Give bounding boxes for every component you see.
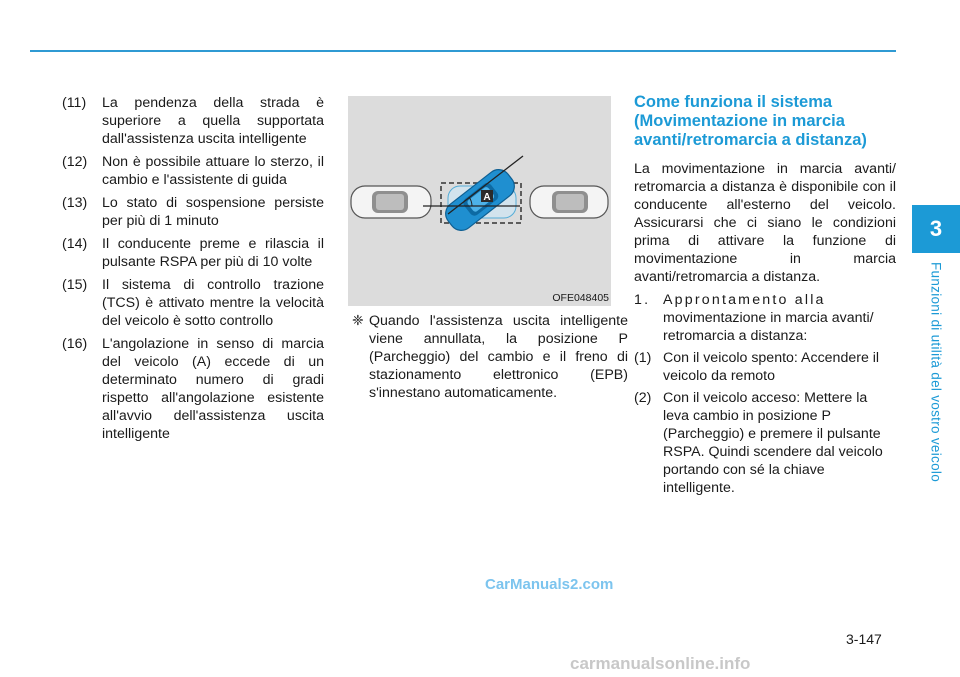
list-item: (12) Non è possibile attuare lo sterzo, il cambio e l'assistente di guida [62, 154, 324, 188]
left-car-icon [351, 186, 431, 218]
header-rule [30, 50, 896, 52]
list-item: (16) L'angolazione in senso di marcia del veicolo (A) eccede di un determinato numero di gradi rispetto all'angolazione esistente all'avvio dell'assistenza uscita intelligente [62, 336, 324, 442]
condition-list [62, 94, 324, 448]
substep-item: (2) Con il veicolo acceso: Mettere la leva cambio in posizione P (Parcheggio) e premere il pulsante RSPA. Quindi scendere dal veicolo portando con sé la chiave intelligente. [634, 390, 883, 496]
section-heading: Come funziona il sistema (Movimentazione in marcia avanti/retromarcia a distanza) [634, 93, 867, 149]
right-column [634, 93, 896, 501]
footer-watermark: carmanualsonline.info [570, 654, 751, 673]
right-car-icon [530, 186, 608, 218]
note-symbol-icon: ❈ [352, 313, 364, 329]
list-item: (13) Lo stato di sospensione persiste per più di 1 minuto [62, 195, 324, 229]
angle-label: A [483, 192, 491, 203]
chapter-title: Funzioni di utilità del vostro veicolo [928, 261, 944, 483]
list-item: (14) Il conducente preme e rilascia il pulsante RSPA per più di 10 volte [62, 236, 324, 270]
watermark-link[interactable]: CarManuals2.com [485, 576, 614, 593]
intro-paragraph: La movimentazione in marcia avanti/ retromarcia a distanza è disponibile con il conducente all'esterno del veicolo. Assicurarsi che ci siano le condizioni prima di attivare la funzione di movimentazione in marcia avanti/retromarcia a distanza. [634, 161, 896, 285]
list-item: (15) Il sistema di controllo trazione (TCS) è attivato mentre la velocità del veicolo è sotto controllo [62, 277, 324, 329]
parking-diagram [348, 96, 611, 306]
chapter-tab[interactable] [912, 205, 960, 253]
list-item: (11) La pendenza della strada è superiore a quella supportata dall'assistenza uscita intelligente [62, 95, 324, 147]
substep-item: (1) Con il veicolo spento: Accendere il veicolo da remoto [634, 350, 880, 384]
figure-code: OFE048405 [552, 292, 609, 304]
note-paragraph: ❈ Quando l'assistenza uscita intelligente viene annullata, la posizione P (Parcheggio) del cambio e il freno di stazionamento elettronico (EPB) s'innestano automaticamente. [352, 313, 628, 401]
chapter-number: 3 [929, 216, 943, 241]
step-item: 1. Approntamento alla movimentazione in marcia avanti/ retromarcia a distanza: [634, 292, 874, 344]
page-number: 3-147 [846, 631, 882, 647]
